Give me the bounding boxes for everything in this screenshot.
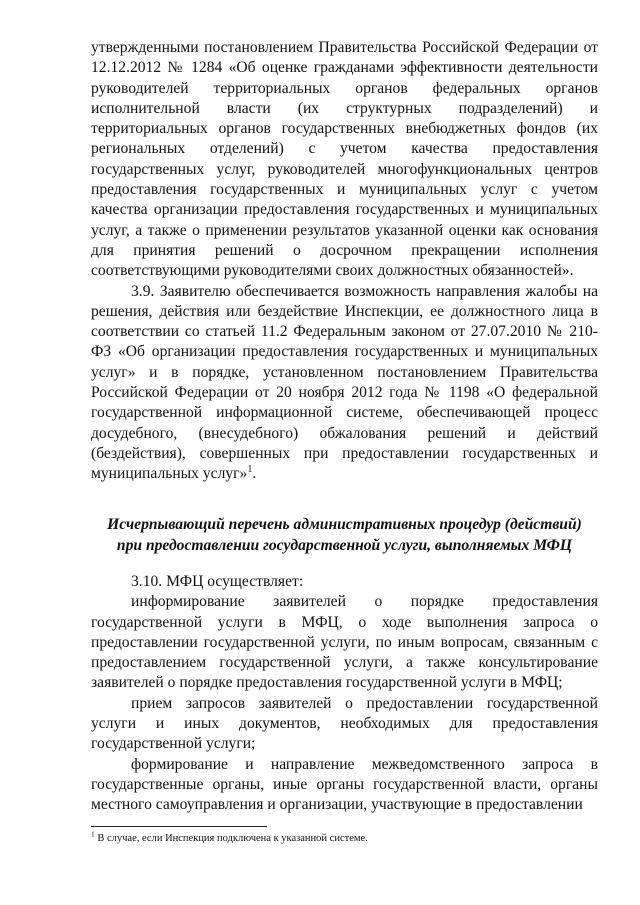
clause-3-10-item: формирование и направление межведомственного запроса в государственные органы, иные органы государственной власти, органы местного самоуправления и организации, участвующие в предоставлении	[91, 755, 598, 814]
footnote-divider	[91, 826, 267, 827]
clause-3-9-paragraph	[91, 282, 598, 485]
footnote	[91, 829, 598, 845]
footnote-reference[interactable]: 1	[247, 464, 253, 476]
footnote-text: В случае, если Инспекция подключена к указанной системе.	[94, 833, 368, 844]
footnote-mark: 1	[91, 829, 95, 839]
section-heading	[91, 515, 598, 556]
continuation-paragraph: утвержденными постановлением Правительства Российской Федерации от 12.12.2012 № 1284 «Об оценке гражданами эффективности деятельности руководителей территориальных органов федеральных органов исполнительной власти (их структурных подразделений) и территориальных органов государственных внебюджетных фондов (их региональных отделений) с учетом качества предоставления государственных услуг, руководителей многофункциональных центров предоставления государственных и муниципальных услуг с учетом качества организации предоставления государственных и муниципальных услуг, а также о применении результатов указанной оценки как основания для принятия решений о досрочном прекращении исполнения соответствующими руководителями своих должностных обязанностей».	[91, 39, 598, 280]
clause-3-10	[91, 572, 598, 816]
clause-3-10-intro: 3.10. МФЦ осуществляет:	[131, 573, 304, 590]
body-text-top	[91, 38, 598, 485]
section-heading-line-2: при предоставлении государственной услуги, выполняемых МФЦ	[116, 536, 573, 554]
clause-3-9-text: 3.9. Заявителю обеспечивается возможность направления жалобы на решения, действия или бездействие Инспекции, ее должностного лица в соответствии со статьей 11.2 Федеральным законом от 27.07.2010 № 210-ФЗ «Об организации предоставления государственных и муниципальных услуг» и в порядке, установленном постановлением Правительства Российской Федерации от 20 ноября 2012 года № 1198 «О федеральной государственной информационной системе, обеспечивающей процесс досудебного, (внесудебного) обжалования решений и действий (бездействия), совершенных при предоставлении государственных и муниципальных услуг»	[91, 282, 598, 483]
clause-3-9-end: .	[252, 465, 257, 483]
section-heading-line-1: Исчерпывающий перечень административных процедур (действий)	[107, 516, 582, 533]
clause-3-10-item: прием запросов заявителей о предоставлении государственной услуги и иных документов, необходимых для предоставления государственной услуги;	[91, 694, 598, 753]
clause-3-10-item: информирование заявителей о порядке предоставления государственной услуги в МФЦ, о ходе выполнения запроса о предоставлении государственной услуги, по иным вопросам, связанным с предоставлением государственной услуги, а также консультирование заявителей о порядке предоставления государственной услуги в МФЦ;	[91, 593, 598, 692]
